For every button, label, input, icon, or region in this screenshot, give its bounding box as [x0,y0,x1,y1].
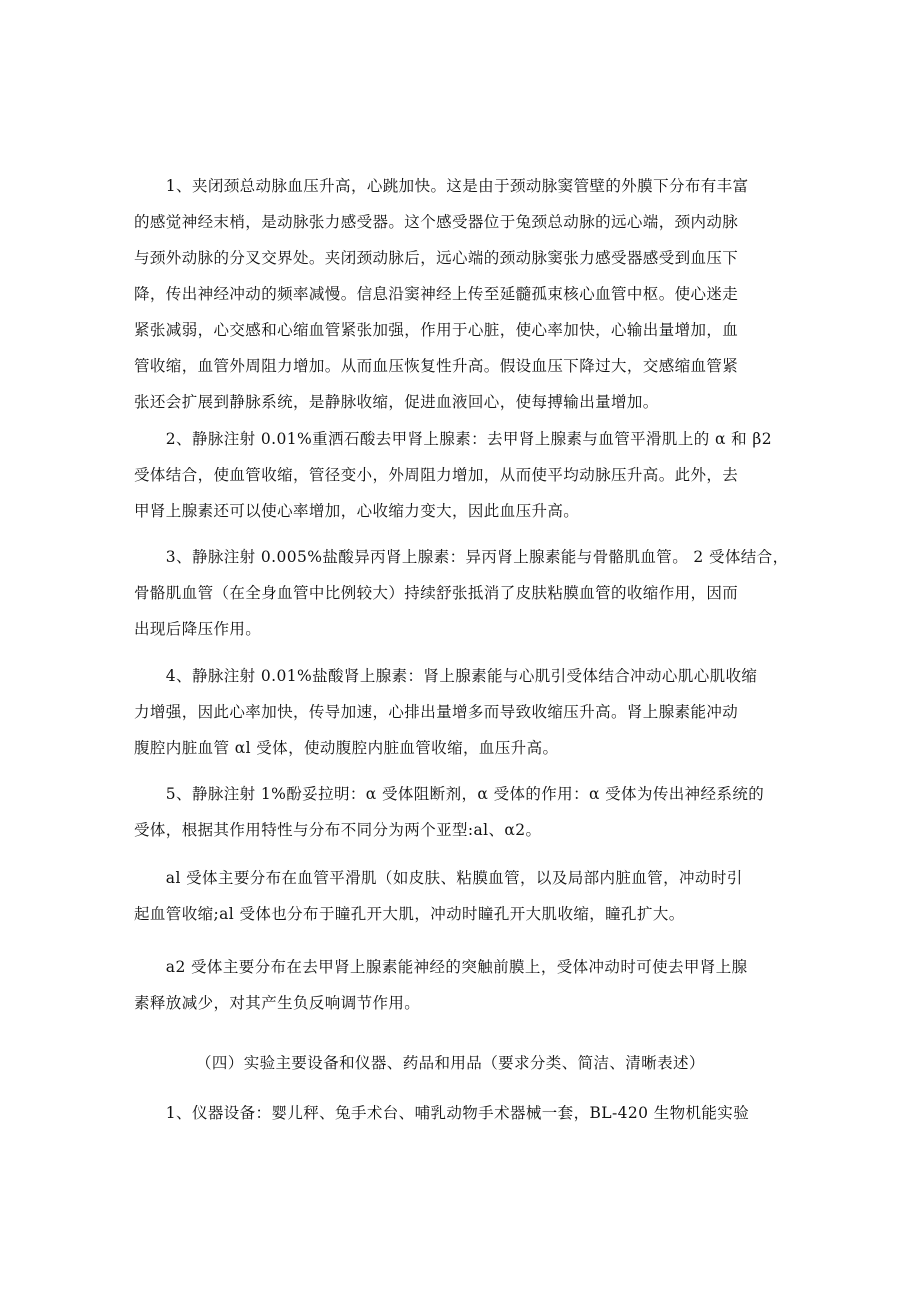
text-line: 1、夹闭颈总动脉血压升高，心跳加快。这是由于颈动脉窦管壁的外膜下分布有丰富 [134,177,749,195]
text-line: 骨骼肌血管（在全身血管中比例较大）持续舒张抵消了皮肤粘膜血管的收缩作用，因而 [134,584,739,602]
paragraph-3 [134,539,796,647]
text-line: 力增强，因此心率加快，传导加速，心排出量增多而导致收缩压升高。肾上腺素能冲动 [134,703,739,721]
text-line: 降，传出神经冲动的频率减慢。信息沿窦神经上传至延髓孤束核心血管中枢。使心迷走 [134,285,739,303]
text-line: 素释放减少，对其产生负反响调节作用。 [134,994,421,1012]
text-line: 的感觉神经末梢，是动脉张力感受器。这个感受器位于兔颈总动脉的远心端，颈内动脉 [134,213,739,231]
text-line: 2、静脉注射 0.01%重洒石酸去甲肾上腺素：去甲肾上腺素与血管平滑肌上的 α 和 β2 [134,430,773,448]
text-line: 甲肾上腺素还可以使心率增加，心收缩力变大，因此血压升高。 [134,502,580,520]
text-line: 1、仪器设备：婴儿秤、兔手术台、哺乳动物手术器械一套，BL-420 生物机能实验 [134,1104,750,1122]
text-line: 管收缩，血管外周阻力增加。从而血压恢复性升高。假设血压下降过大，交感缩血管紧 [134,357,739,375]
text-line: a2 受体主要分布在去甲肾上腺素能神经的突触前膜上，受体冲动时可使去甲肾上腺 [134,958,748,976]
text-line: 起血管收缩;al 受体也分布于瞳孔开大肌，冲动时瞳孔开大肌收缩，瞳孔扩大。 [134,905,685,923]
paragraph-6 [134,860,796,932]
paragraph-7 [134,949,796,1021]
text-line: 腹腔内脏血管 αl 受体，使动腹腔内脏血管收缩，血压升高。 [134,739,559,757]
text-line: 与颈外动脉的分叉交界处。夹闭颈动脉后，远心端的颈动脉窦张力感受器感受到血压下 [134,249,739,267]
section-heading: （四）实验主要设备和仪器、药品和用品（要求分类、简洁、清晰表述） [196,1054,705,1072]
text-line: 受体，根据其作用特性与分布不同分为两个亚型:al、α2。 [134,821,542,839]
text-line: al 受体主要分布在血管平滑肌（如皮肤、粘膜血管，以及局部内脏血管，冲动时引 [134,869,743,887]
text-line: 受体结合，使血管收缩，管径变小，外周阻力增加，从而使平均动脉压升高。此外，去 [134,466,739,484]
text-line: 4、静脉注射 0.01%盐酸肾上腺素：肾上腺素能与心肌引受体结合冲动心肌心肌收缩 [134,667,758,685]
text-line: 张还会扩展到静脉系统，是静脉收缩，促进血液回心，使每搏输出量增加。 [134,393,659,411]
text-line: 出现后降压作用。 [134,620,262,638]
text-line: 紧张减弱，心交感和心缩血管紧张加强，作用于心脏，使心率加快，心输出量增加，血 [134,321,739,339]
paragraph-5 [134,776,796,848]
paragraph-2 [134,421,796,529]
paragraph-4 [134,658,796,766]
text-line: 5、静脉注射 1%酚妥拉明：α 受体阻断剂，α 受体的作用：α 受体为传出神经系统的 [134,785,765,803]
paragraph-1 [134,168,796,420]
paragraph-8 [134,1095,796,1131]
text-line: 3、静脉注射 0.005%盐酸异丙肾上腺素：异丙肾上腺素能与骨骼肌血管。 2 受体结合， [134,548,789,566]
